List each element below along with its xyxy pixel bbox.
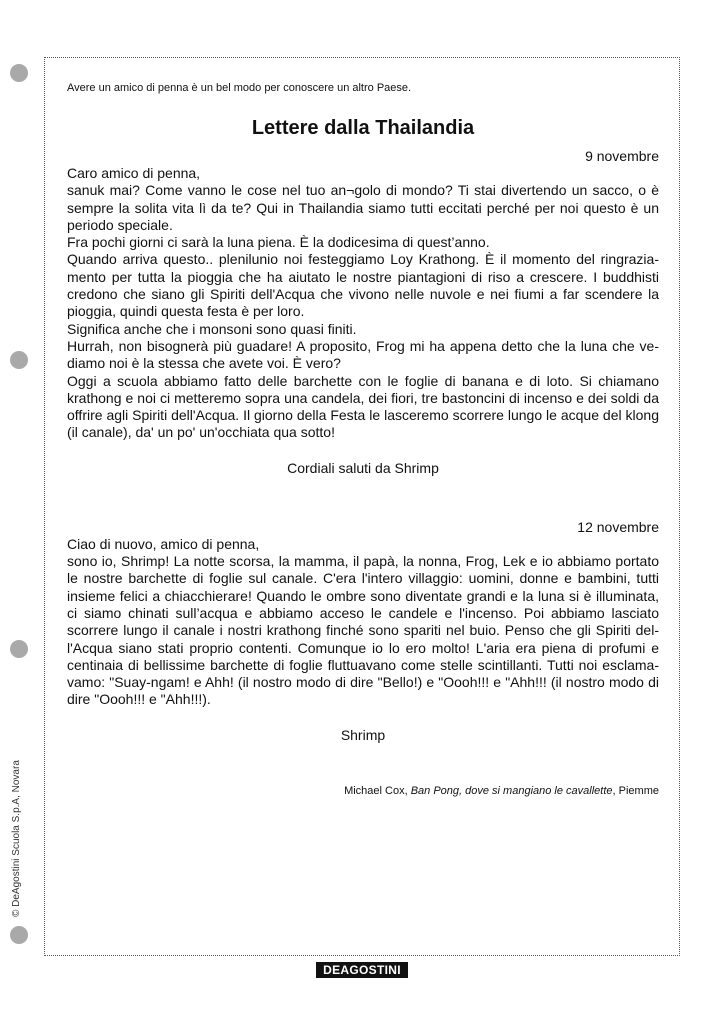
letter-1-greeting: Caro amico di penna,	[67, 165, 201, 181]
page-title: Lettere dalla Thailandia	[251, 117, 475, 139]
letter-2-paragraph: sono io, Shrimp! La notte scorsa, la mamma, il papà, la nonna, Frog, Lek e io abbiamo portato le nostre barchette di foglie sul canale. C'era l'intero villaggio: uomini, donne e bambini, tutti insieme felici a chiacchierare! Quando le ombre sono diventate grandi e la luna si è illuminata, ci siamo chinati sull’acqua e abbiamo acceso le candele e l'incenso. Poi abbiamo lasciato scorrere lungo il canale i nostri krathong finché sono spariti nel buio. Penso che gli Spiriti del-l'Acqua siano stati proprio contenti. Comunque io lo ero molto! L'aria era piena di profumi e centinaia di bellissime barchette di foglie fluttuavano come stelle scintillanti. Tutti noi esclama-vamo: "Suay-ngam! e Ahh! (il nostro modo di dire "Bello!) e "Oooh!!! e "Ahh!!! (il nostro modo di dire "Oooh!!! e "Ahh!!!).	[67, 553, 659, 708]
letter-1-date: 9 novembre	[585, 148, 659, 164]
source-credit	[67, 784, 659, 798]
binder-hole-4	[10, 926, 28, 944]
letter-1-paragraph: Hurrah, non bisognerà più guadare! A proposito, Frog mi ha appena detto che la luna che ve-diamo noi è la stessa che avete voi. È vero?	[67, 337, 659, 372]
letter-1-paragraph: Oggi a scuola abbiamo fatto delle barchette con le foglie di banana e di loto. Si chiamano krathong e noi ci metteremo sopra una candela, dei fiori, tre bastoncini di incenso e dei soldi da offrire agli Spiriti dell'Acqua. Il giorno della Festa le lasceremo scorrere lungo le acque del klong (il canale), da' un po' un'occhiata qua sotto!	[67, 372, 659, 441]
credit-work-title: Ban Pong, dove si mangiano le cavallette	[410, 784, 613, 797]
letter-2	[67, 519, 659, 744]
letter-1-paragraph: sanuk mai? Come vanno le cose nel tuo an¬golo di mondo? Ti stai divertendo un sacco, o è sempre la solita vita lì da te? Qui in Thailandia siamo tutti eccitati perché per noi questo è un periodo speciale.	[67, 182, 659, 233]
letter-2-date: 12 novembre	[577, 518, 659, 535]
binder-hole-3	[10, 640, 28, 658]
letter-1	[67, 148, 659, 477]
deagostini-logo: DEAGOSTINI	[316, 962, 408, 978]
binder-hole-2	[10, 351, 28, 369]
binder-hole-1	[10, 64, 28, 82]
letter-1-paragraph: Quando arriva questo.. plenilunio noi festeggiamo Loy Krathong. È il momento del ringrazia-mento per tutta la pioggia che ha aiutato le nostre piantagioni di riso a crescere. I buddhisti credono che siano gli Spiriti dell'Acqua che vivono nelle nuvole e nei fiumi a far scendere la pioggia, quindi questa festa è per loro.	[67, 251, 659, 320]
copyright-notice: © DeAgostini Scuola S.p.A, Novara	[11, 760, 22, 917]
credit-publisher: , Piemme	[612, 784, 659, 797]
letter-2-signature: Shrimp	[340, 726, 386, 743]
letter-1-paragraph: Significa anche che i monsoni sono quasi finiti.	[67, 320, 357, 337]
letter-2-greeting: Ciao di nuovo, amico di penna,	[67, 535, 260, 552]
letter-1-paragraph: Fra pochi giorni ci sarà la luna piena. È la dodicesima di quest’anno.	[67, 234, 490, 251]
worksheet-content	[67, 80, 659, 798]
letter-1-signature: Cordiali saluti da Shrimp	[287, 459, 439, 476]
credit-author: Michael Cox,	[344, 784, 411, 797]
intro-text: Avere un amico di penna è un bel modo per conoscere un altro Paese.	[67, 82, 412, 94]
